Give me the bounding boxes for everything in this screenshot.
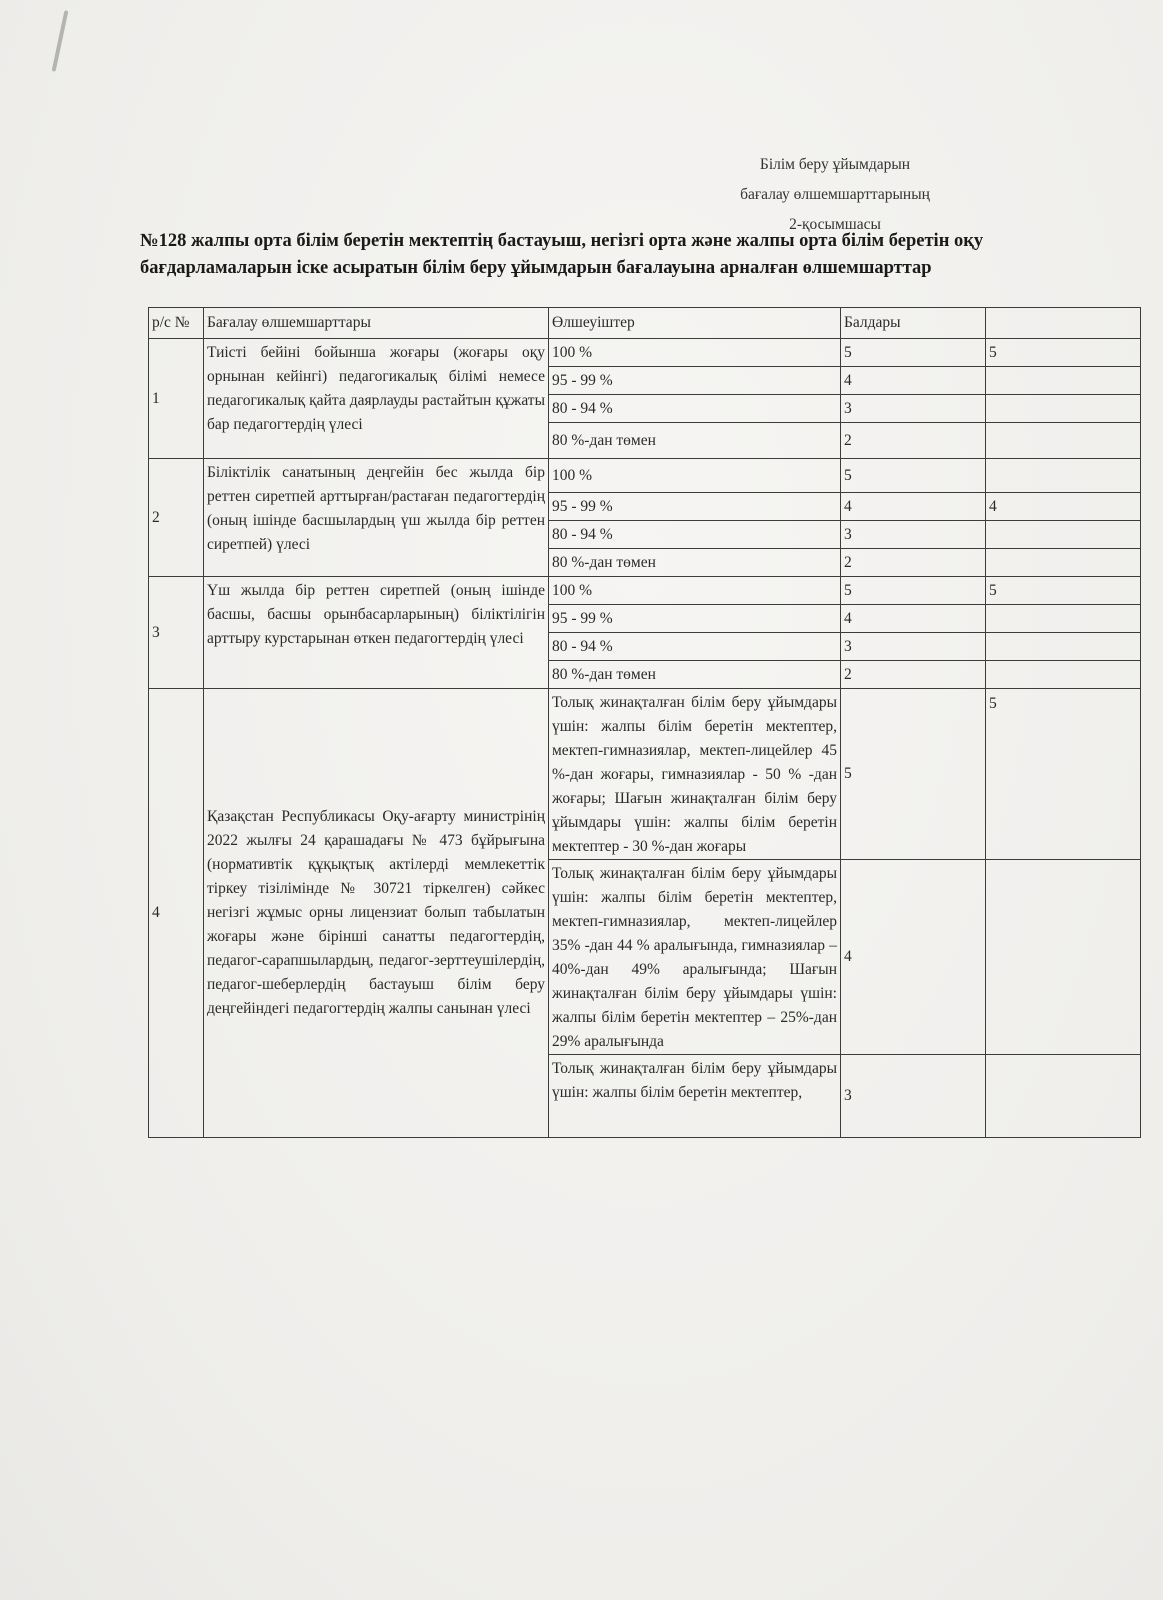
table-row (149, 459, 1141, 493)
measure-points: 2 (841, 423, 986, 459)
result-empty (986, 661, 1141, 689)
result-empty (986, 521, 1141, 549)
criterion-text: Үш жылда бір реттен сиретпей (оның ішінде басшы, басшы орынбасарларының) біліктілігін арттыру курстарынан өткен педагогтердің үлесі (204, 577, 549, 689)
result-points: 5 (986, 689, 1141, 860)
row-number: 1 (149, 339, 204, 459)
table-header-row (149, 308, 1141, 339)
result-empty (986, 605, 1141, 633)
result-empty (986, 395, 1141, 423)
appendix-note-line3: 2-қосымшасы (789, 216, 881, 233)
result-empty (986, 367, 1141, 395)
header-measures: Өлшеуіштер (549, 308, 841, 339)
header-extra (986, 308, 1141, 339)
measure-points: 5 (841, 577, 986, 605)
header-points: Балдары (841, 308, 986, 339)
measure-label: 80 - 94 % (549, 521, 841, 549)
header-num: р/с № (149, 308, 204, 339)
table-row (149, 689, 1141, 860)
measure-points: 5 (841, 689, 986, 860)
measure-points: 4 (841, 860, 986, 1055)
measure-points: 3 (841, 1055, 986, 1138)
result-empty (986, 459, 1141, 493)
result-empty (986, 860, 1141, 1055)
result-empty (986, 423, 1141, 459)
appendix-note (725, 150, 945, 240)
measure-points: 3 (841, 633, 986, 661)
measure-label: 80 %-дан төмен (549, 423, 841, 459)
criteria-table (148, 307, 1141, 1138)
measure-points: 2 (841, 661, 986, 689)
measure-label: 100 % (549, 459, 841, 493)
measure-label: 95 - 99 % (549, 605, 841, 633)
measure-label: 100 % (549, 577, 841, 605)
result-points: 5 (986, 577, 1141, 605)
measure-label: 80 %-дан төмен (549, 661, 841, 689)
measure-points: 3 (841, 395, 986, 423)
measure-points: 4 (841, 367, 986, 395)
measure-points: 4 (841, 493, 986, 521)
measure-points: 5 (841, 339, 986, 367)
criterion-text: Қазақстан Республикасы Оқу-ағарту министрінің 2022 жылғы 24 қарашадағы № 473 бұйрығына (нормативтік құқықтық актілерді мемлекеттік тіркеу тізілімінде № 30721 тіркелген) сәйкес негізгі жұмыс орны лицензиат болып табылатын жоғары және бірінші санатты педагогтердің, педагог-сарапшылардың, педагог-зерттеушілердің, педагог-шеберлердің бастауыш білім беру деңгейіндегі педагогтердің жалпы санынан үлесі (204, 689, 549, 1138)
row-number: 4 (149, 689, 204, 1138)
measure-label: Толық жинақталған білім беру ұйымдары үшін: жалпы білім беретін мектептер, мектеп-гимназиялар, мектеп-лицейлер 35% -дан 44 % аралығында, гимназиялар –40%-дан 49% аралығында; Шағын жинақталған білім беру ұйымдары үшін: жалпы білім беретін мектептер – 25%-дан 29% аралығында (549, 860, 841, 1055)
measure-label: 80 - 94 % (549, 633, 841, 661)
measure-label: 95 - 99 % (549, 493, 841, 521)
table-row (149, 339, 1141, 367)
measure-label-cell (549, 1055, 841, 1138)
measure-points: 4 (841, 605, 986, 633)
header-criteria: Бағалау өлшемшарттары (204, 308, 549, 339)
result-empty (986, 549, 1141, 577)
measure-points: 5 (841, 459, 986, 493)
result-empty (986, 1055, 1141, 1138)
result-points: 4 (986, 493, 1141, 521)
measure-label: Толық жинақталған білім беру ұйымдары үшін: жалпы білім беретін мектептер, (552, 1060, 837, 1101)
result-empty (986, 633, 1141, 661)
row-number: 3 (149, 577, 204, 689)
measure-points: 3 (841, 521, 986, 549)
appendix-note-line1: Білім беру ұйымдарын (759, 156, 911, 173)
row-number: 2 (149, 459, 204, 577)
appendix-note-line2: бағалау өлшемшарттарының (740, 186, 930, 203)
result-points: 5 (986, 339, 1141, 367)
table-row (149, 577, 1141, 605)
criterion-text: Біліктілік санатының деңгейін бес жылда бір реттен сиретпей арттырған/растаған педагогтердің (оның ішінде басшылардың үш жылда бір реттен сиретпей) үлесі (204, 459, 549, 577)
measure-label: 95 - 99 % (549, 367, 841, 395)
criterion-text: Тиісті бейіні бойынша жоғары (жоғары оқу орнынан кейінгі) педагогикалық білімі немесе педагогикалық қайта даярлауды растайтын құжаты бар педагогтердің үлесі (204, 339, 549, 459)
measure-label: 80 - 94 % (549, 395, 841, 423)
measure-points: 2 (841, 549, 986, 577)
measure-label: 100 % (549, 339, 841, 367)
measure-label: Толық жинақталған білім беру ұйымдары үшін: жалпы білім беретін мектептер, мектеп-гимназиялар, мектеп-лицейлер 45 %-дан жоғары, гимназиялар - 50 % -дан жоғары; Шағын жинақталған білім беру ұйымдары үшін: жалпы білім беретін мектептер - 30 %-дан жоғары (549, 689, 841, 860)
pen-mark (52, 10, 69, 71)
document-heading: №128 жалпы орта білім беретін мектептің бастауыш, негізгі орта және жалпы орта білім беретін оқу бағдарламаларын іске асыратын білім беру ұйымдарын бағалауына арналған өлшемшарттар (140, 231, 984, 278)
measure-label: 80 %-дан төмен (549, 549, 841, 577)
